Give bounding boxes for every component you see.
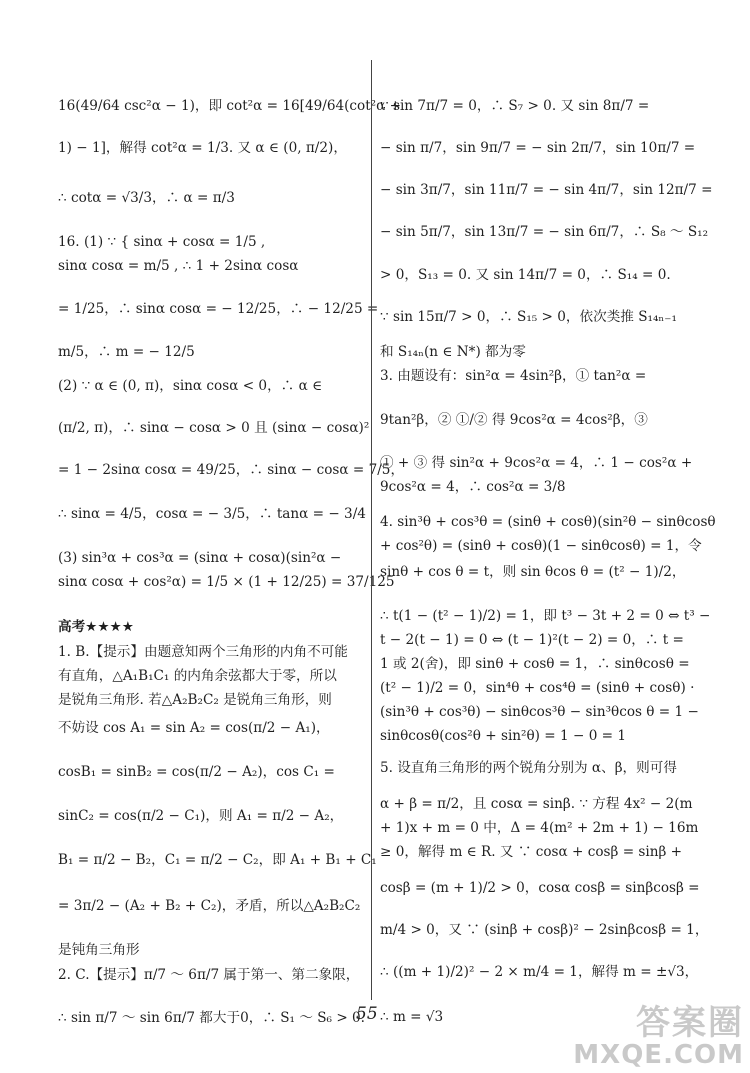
text-line: 不妨设 cos A₁ = sin A₂ = cos(π/2 − A₁)， xyxy=(58,720,330,736)
text-line: ∵ sin 15π/7 > 0，∴ S₁₅ > 0，依次类推 S₁₄ₙ₋₁ xyxy=(380,309,677,325)
text-line: + cos²θ) = (sinθ + cosθ)(1 − sinθcosθ) = 1，令 xyxy=(380,538,702,554)
text-line: t − 2(t − 1) = 0 ⇔ (t − 1)²(t − 2) = 0，∴ t = xyxy=(380,632,684,648)
watermark-url: MXQE.COM xyxy=(573,1039,744,1070)
text-line: ∴ sin π/7 ～ sin 6π/7 都大于0，∴ S₁ ～ S₆ > 0. xyxy=(58,1010,366,1026)
text-line: = 1 − 2sinα cosα = 49/25，∴ sinα − cosα = 7/5， xyxy=(58,462,405,478)
text-line: − sin 3π/7，sin 11π/7 = − sin 4π/7，sin 12π/7 = xyxy=(380,182,713,198)
text-line: ≥ 0，解得 m ∈ R. 又 ∵ cosα + cosβ = sinβ + xyxy=(380,844,683,860)
text-line: 1 或 2(舍)，即 sinθ + cosθ = 1，∴ sinθcosθ = xyxy=(380,656,690,672)
text-line: cosβ = (m + 1)/2 > 0，cosα cosβ = sinβcosβ = xyxy=(380,880,700,896)
text-line: − sin 5π/7，sin 13π/7 = − sin 6π/7，∴ S₈ ～ S₁₂ xyxy=(380,224,709,240)
text-line: + 1)x + m = 0 中，Δ = 4(m² + 2m + 1) − 16m xyxy=(380,820,699,836)
text-line: 5. 设直角三角形的两个锐角分别为 α、β，则可得 xyxy=(380,760,677,776)
text-line: 是锐角三角形. 若△A₂B₂C₂ 是锐角三角形，则 xyxy=(58,692,332,708)
watermark-logo: 答案圈 xyxy=(636,1003,744,1044)
text-line: 高考★★★★ xyxy=(58,619,134,635)
text-line: B₁ = π/2 − B₂，C₁ = π/2 − C₂，即 A₁ + B₁ + C₁ xyxy=(58,852,377,868)
text-line: (π/2, π)，∴ sinα − cosα > 0 且 (sinα − cosα)² xyxy=(58,420,370,436)
text-line: (3) sin³α + cos³α = (sinα + cosα)(sin²α − xyxy=(58,550,342,566)
text-line: ∴ cotα = √3/3，∴ α = π/3 xyxy=(58,190,235,206)
text-line: m/4 > 0，又 ∵ (sinβ + cosβ)² − 2sinβcosβ = 1， xyxy=(380,922,709,938)
text-line: sinα cosα = m/5 , ∴ 1 + 2sinα cosα xyxy=(58,258,299,274)
text-line: = 1/25，∴ sinα cosα = − 12/25，∴ − 12/25 = xyxy=(58,301,379,317)
text-line: 9tan²β，② ①/② 得 9cos²α = 4cos²β，③ xyxy=(380,412,648,428)
watermark xyxy=(573,1003,744,1070)
text-line: ∴ sinα = 4/5，cosα = − 3/5，∴ tanα = − 3/4 xyxy=(58,506,366,522)
text-line: 16. (1) ∵ { sinα + cosα = 1/5 , xyxy=(58,234,266,250)
text-line: α + β = π/2，且 cosα = sinβ. ∵ 方程 4x² − 2(m xyxy=(380,796,693,812)
text-line: ① + ③ 得 sin²α + 9cos²α = 4，∴ 1 − cos²α + xyxy=(380,455,693,471)
text-line: 9cos²α = 4，∴ cos²α = 3/8 xyxy=(380,479,566,495)
text-line: (sin³θ + cos³θ) − sinθcos³θ − sin³θcos θ = 1 − xyxy=(380,704,699,720)
text-line: ∴ t(1 − (t² − 1)/2) = 1，即 t³ − 3t + 2 = 0 ⇔ t³ − xyxy=(380,608,711,624)
text-line: 16(49/64 csc²α − 1)，即 cot²α = 16[49/64(cot²α + xyxy=(58,98,402,114)
text-line: 是钝角三角形 xyxy=(58,942,140,958)
text-line: sinC₂ = cos(π/2 − C₁)，则 A₁ = π/2 − A₂， xyxy=(58,808,344,824)
text-line: sinα cosα + cos²α) = 1/5 × (1 + 12/25) = 37/125 xyxy=(58,574,395,590)
text-line: cosB₁ = sinB₂ = cos(π/2 − A₂)，cos C₁ = xyxy=(58,764,335,780)
page-number: 55 xyxy=(356,1004,378,1024)
text-line: ∵ sin 7π/7 = 0，∴ S₇ > 0. 又 sin 8π/7 = xyxy=(380,98,650,114)
text-line: > 0，S₁₃ = 0. 又 sin 14π/7 = 0，∴ S₁₄ = 0. xyxy=(380,267,671,283)
column-divider xyxy=(371,60,372,1000)
text-line: (t² − 1)/2 = 0，sin⁴θ + cos⁴θ = (sinθ + cosθ) · xyxy=(380,680,695,696)
text-line: − sin π/7，sin 9π/7 = − sin 2π/7，sin 10π/7 = xyxy=(380,140,696,156)
text-line: 和 S₁₄ₙ(n ∈ N*) 都为零 xyxy=(380,344,526,360)
text-line: sinθcosθ(cos²θ + sin²θ) = 1 − 0 = 1 xyxy=(380,728,627,744)
text-line: (2) ∵ α ∈ (0, π)，sinα cosα < 0，∴ α ∈ xyxy=(58,378,323,394)
text-line: = 3π/2 − (A₂ + B₂ + C₂)，矛盾，所以△A₂B₂C₂ xyxy=(58,898,361,914)
text-line: 1. B.【提示】由题意知两个三角形的内角不可能 xyxy=(58,644,348,660)
text-line: 3. 由题设有：sin²α = 4sin²β，① tan²α = xyxy=(380,368,647,384)
text-line: 4. sin³θ + cos³θ = (sinθ + cosθ)(sin²θ − sinθcosθ xyxy=(380,514,716,530)
text-line: sinθ + cos θ = t，则 sin θcos θ = (t² − 1)/2， xyxy=(380,564,686,580)
text-line: ∴ m = √3 xyxy=(380,1009,444,1025)
text-line: 1) − 1]，解得 cot²α = 1/3. 又 α ∈ (0, π/2)， xyxy=(58,140,347,156)
text-line: m/5，∴ m = − 12/5 xyxy=(58,344,195,360)
text-line: ∴ ((m + 1)/2)² − 2 × m/4 = 1，解得 m = ±√3， xyxy=(380,964,699,980)
text-line: 有直角，△A₁B₁C₁ 的内角余弦都大于零，所以 xyxy=(58,668,337,684)
text-line: 2. C.【提示】π/7 ～ 6π/7 属于第一、第二象限， xyxy=(58,967,360,983)
